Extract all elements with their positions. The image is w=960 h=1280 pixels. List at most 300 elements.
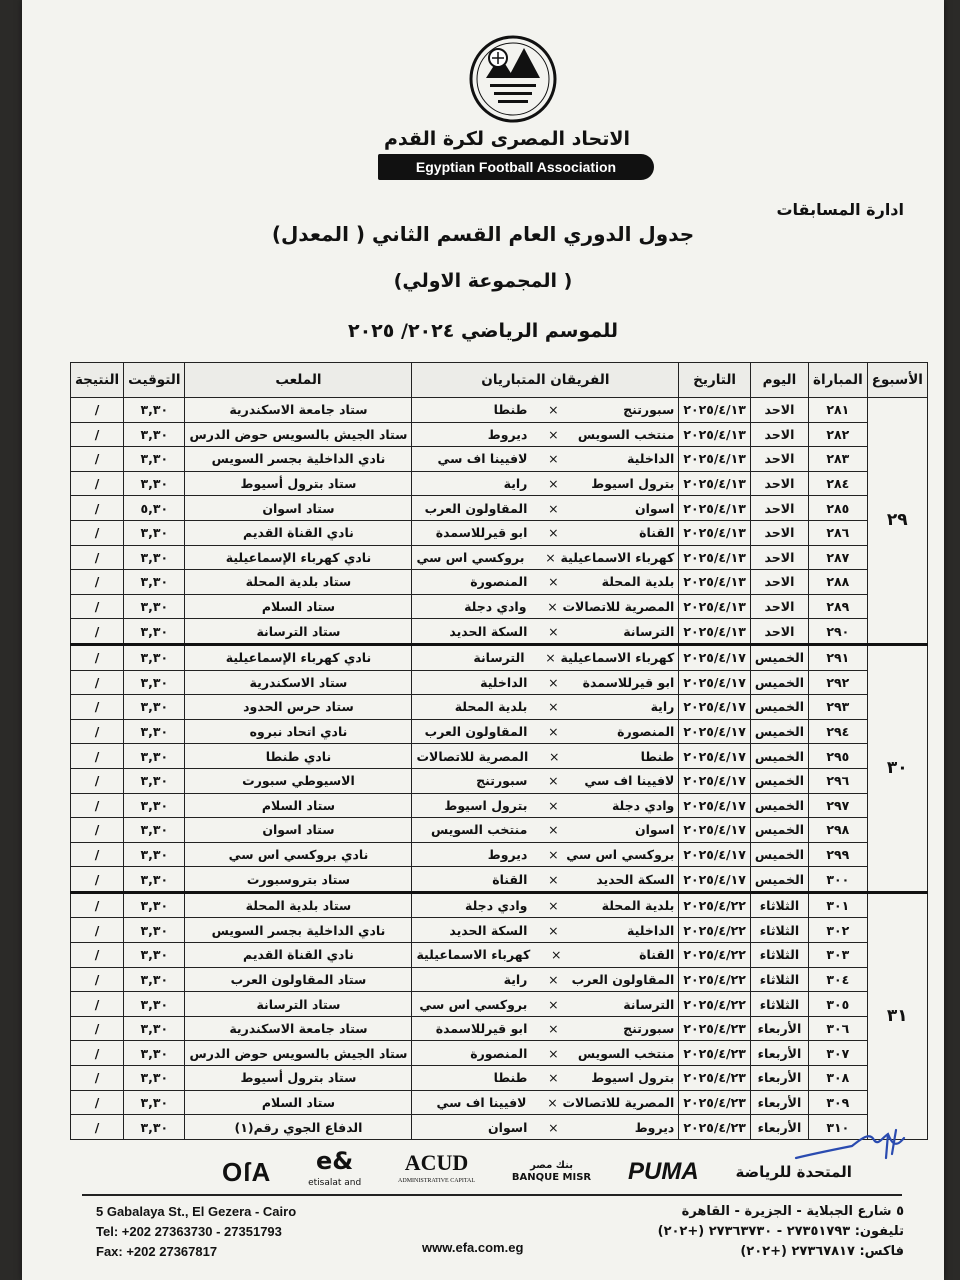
footer-fax-en: Fax: +202 27367817 xyxy=(96,1244,218,1259)
etisalat-mark: e& xyxy=(316,1147,354,1175)
table-row xyxy=(71,744,928,769)
match-result: / xyxy=(71,471,124,496)
table-row xyxy=(71,594,928,619)
header-day: اليوم xyxy=(750,363,808,398)
table-row xyxy=(71,793,928,818)
match-teams xyxy=(412,719,679,744)
match-date: ٢٠٢٥/٤/٢٢ xyxy=(679,918,751,943)
match-teams xyxy=(412,496,679,521)
match-venue: ستاد السلام xyxy=(185,594,412,619)
match-teams xyxy=(412,943,679,968)
table-row xyxy=(71,570,928,595)
match-date: ٢٠٢٥/٤/١٣ xyxy=(679,447,751,472)
match-teams xyxy=(412,670,679,695)
versus-sign: × xyxy=(551,947,562,963)
match-date: ٢٠٢٥/٤/١٧ xyxy=(679,842,751,867)
match-number: ٣٠٢ xyxy=(809,918,868,943)
away-team: سبورتنج xyxy=(476,773,528,789)
table-row xyxy=(71,695,928,720)
match-venue: ستاد الجيش بالسويس حوض الدرس xyxy=(185,1041,412,1066)
match-teams xyxy=(412,570,679,595)
match-result: / xyxy=(71,943,124,968)
match-day: الاحد xyxy=(750,447,808,472)
versus-sign: × xyxy=(548,898,559,914)
document-page xyxy=(22,0,944,1280)
away-team: القناة xyxy=(492,871,528,887)
match-time: ٣,٣٠ xyxy=(124,695,185,720)
match-day: الخميس xyxy=(750,793,808,818)
home-team: وادي دجلة xyxy=(611,797,675,813)
table-row xyxy=(71,644,928,670)
match-venue: ستاد بلدية المحلة xyxy=(185,570,412,595)
away-team: راية xyxy=(503,971,528,987)
match-venue: ستاد جامعة الاسكندرية xyxy=(185,1016,412,1041)
match-venue: الدفاع الجوي رقم(١) xyxy=(185,1115,412,1140)
away-team: وادي دجلة xyxy=(465,898,528,914)
home-team: بترول اسيوط xyxy=(591,476,675,492)
away-team: الترسانة xyxy=(473,650,525,666)
match-number: ٢٨١ xyxy=(809,398,868,423)
home-team: ديروط xyxy=(634,1119,675,1135)
home-team: سبورتنج xyxy=(623,1021,675,1037)
match-result: / xyxy=(71,422,124,447)
match-result: / xyxy=(71,447,124,472)
match-result: / xyxy=(71,967,124,992)
etisalat-text: etisalat and xyxy=(308,1178,362,1188)
match-result: / xyxy=(71,744,124,769)
match-date: ٢٠٢٥/٤/١٣ xyxy=(679,398,751,423)
match-date: ٢٠٢٥/٤/١٣ xyxy=(679,570,751,595)
federation-name-en: Egyptian Football Association xyxy=(378,154,654,180)
match-day: الاحد xyxy=(750,398,808,423)
home-team: اسوان xyxy=(634,500,675,516)
table-row xyxy=(71,1066,928,1091)
footer-fax-ar: فاكس: ٢٧٣٦٧٨١٧ (+٢٠٢) xyxy=(740,1244,904,1259)
away-team: السكة الحديد xyxy=(449,922,528,938)
away-team: ابو قيرللاسمدة xyxy=(435,1021,528,1037)
match-time: ٣,٣٠ xyxy=(124,719,185,744)
match-number: ٢٨٨ xyxy=(809,570,868,595)
match-date: ٢٠٢٥/٤/١٣ xyxy=(679,520,751,545)
versus-sign: × xyxy=(548,871,559,887)
match-day: الخميس xyxy=(750,695,808,720)
match-result: / xyxy=(71,520,124,545)
match-number: ٢٩٠ xyxy=(809,619,868,645)
match-time: ٣,٣٠ xyxy=(124,594,185,619)
match-teams xyxy=(412,818,679,843)
match-result: / xyxy=(71,594,124,619)
match-number: ٢٨٦ xyxy=(809,520,868,545)
versus-sign: × xyxy=(548,699,559,715)
footer-tel-ar: تليفون: ٢٧٣٥١٧٩٣ - ٢٧٣٦٣٧٣٠ (+٢٠٢) xyxy=(657,1224,904,1239)
match-result: / xyxy=(71,992,124,1017)
match-date: ٢٠٢٥/٤/١٧ xyxy=(679,695,751,720)
match-day: الأربعاء xyxy=(750,1066,808,1091)
match-date: ٢٠٢٥/٤/٢٣ xyxy=(679,1016,751,1041)
match-venue: ستاد اسوان xyxy=(185,818,412,843)
footer-contact-en xyxy=(96,1202,296,1262)
schedule-body xyxy=(71,398,928,1140)
table-row xyxy=(71,892,928,918)
match-teams xyxy=(412,398,679,423)
match-date: ٢٠٢٥/٤/٢٣ xyxy=(679,1041,751,1066)
versus-sign: × xyxy=(548,500,559,516)
header-teams: الفريقان المتباريان xyxy=(412,363,679,398)
match-number: ٢٩٢ xyxy=(809,670,868,695)
away-team: المنصورة xyxy=(470,1045,528,1061)
match-day: الاحد xyxy=(750,619,808,645)
away-team: راية xyxy=(503,476,528,492)
match-time: ٣,٣٠ xyxy=(124,842,185,867)
match-time: ٣,٣٠ xyxy=(124,992,185,1017)
versus-sign: × xyxy=(548,822,559,838)
match-number: ٣٠٠ xyxy=(809,867,868,893)
footer-address-en: 5 Gabalaya St., El Gezera - Cairo xyxy=(96,1204,297,1219)
home-team: المصرية للاتصالات xyxy=(562,599,675,615)
sponsor-strip xyxy=(222,1147,852,1194)
match-date: ٢٠٢٥/٤/١٧ xyxy=(679,793,751,818)
table-row xyxy=(71,1041,928,1066)
match-teams xyxy=(412,471,679,496)
versus-sign: × xyxy=(548,724,559,740)
match-venue: نادي كهرباء الإسماعيلية xyxy=(185,644,412,670)
match-time: ٣,٣٠ xyxy=(124,1115,185,1140)
match-date: ٢٠٢٥/٤/١٧ xyxy=(679,818,751,843)
match-number: ٢٩٣ xyxy=(809,695,868,720)
match-teams xyxy=(412,992,679,1017)
match-number: ٢٩٧ xyxy=(809,793,868,818)
match-day: الاحد xyxy=(750,520,808,545)
match-date: ٢٠٢٥/٤/٢٣ xyxy=(679,1066,751,1091)
match-day: الخميس xyxy=(750,768,808,793)
table-row xyxy=(71,719,928,744)
match-time: ٣,٣٠ xyxy=(124,619,185,645)
match-number: ٣١٠ xyxy=(809,1115,868,1140)
match-date: ٢٠٢٥/٤/٢٢ xyxy=(679,943,751,968)
match-result: / xyxy=(71,619,124,645)
match-teams xyxy=(412,842,679,867)
match-venue: نادي الداخلية بجسر السويس xyxy=(185,447,412,472)
away-team: بروكسي اس سي xyxy=(416,549,525,565)
match-teams xyxy=(412,892,679,918)
match-time: ٣,٣٠ xyxy=(124,471,185,496)
footer-contact-ar xyxy=(658,1202,904,1262)
home-team: لافيينا اف سي xyxy=(584,773,675,789)
match-venue: نادي القناة القديم xyxy=(185,943,412,968)
federation-name-ar: الاتحاد المصرى لكرة القدم xyxy=(384,128,630,150)
versus-sign: × xyxy=(548,797,559,813)
match-day: الأربعاء xyxy=(750,1090,808,1115)
match-result: / xyxy=(71,1041,124,1066)
match-number: ٢٩٨ xyxy=(809,818,868,843)
match-venue: ستاد الجيش بالسويس حوض الدرس xyxy=(185,422,412,447)
match-teams xyxy=(412,918,679,943)
match-time: ٣,٣٠ xyxy=(124,892,185,918)
table-row xyxy=(71,398,928,423)
away-team: وادي دجلة xyxy=(464,599,527,615)
away-team: طنطا xyxy=(493,1070,528,1086)
match-number: ٢٩١ xyxy=(809,644,868,670)
home-team: القناة xyxy=(639,525,675,541)
away-team: المنصورة xyxy=(470,574,528,590)
header-time: التوقيت xyxy=(124,363,185,398)
versus-sign: × xyxy=(548,574,559,590)
match-time: ٣,٣٠ xyxy=(124,1090,185,1115)
puma-logo: PUMA xyxy=(627,1158,699,1185)
match-result: / xyxy=(71,1066,124,1091)
away-team: ابو قيرللاسمدة xyxy=(435,525,528,541)
match-venue: ستاد بتروسبورت xyxy=(185,867,412,893)
table-row xyxy=(71,422,928,447)
match-result: / xyxy=(71,768,124,793)
match-number: ٢٨٣ xyxy=(809,447,868,472)
home-team: الداخلية xyxy=(627,451,675,467)
match-teams xyxy=(412,695,679,720)
home-team: الترسانة xyxy=(623,996,675,1012)
match-day: الثلاثاء xyxy=(750,967,808,992)
away-team: الداخلية xyxy=(480,674,528,690)
match-result: / xyxy=(71,570,124,595)
match-venue: ستاد بترول أسيوط xyxy=(185,471,412,496)
match-teams xyxy=(412,447,679,472)
match-date: ٢٠٢٥/٤/١٧ xyxy=(679,719,751,744)
group-title: ( المجموعة الاولي) xyxy=(393,270,573,292)
match-number: ٢٨٥ xyxy=(809,496,868,521)
acud-mark: ACUD xyxy=(404,1150,469,1175)
match-time: ٣,٣٠ xyxy=(124,670,185,695)
versus-sign: × xyxy=(548,846,559,862)
match-time: ٣,٣٠ xyxy=(124,793,185,818)
match-teams xyxy=(412,1016,679,1041)
away-team: لافيينا اف سي xyxy=(436,1094,527,1110)
match-result: / xyxy=(71,644,124,670)
banque-misr-logo xyxy=(512,1160,591,1184)
week-number: ٣٠ xyxy=(867,644,927,892)
match-result: / xyxy=(71,842,124,867)
match-venue: ستاد السلام xyxy=(185,793,412,818)
away-team: السكة الحديد xyxy=(449,623,528,639)
match-number: ٢٨٩ xyxy=(809,594,868,619)
versus-sign: × xyxy=(548,773,559,789)
match-date: ٢٠٢٥/٤/١٧ xyxy=(679,644,751,670)
match-teams xyxy=(412,520,679,545)
match-number: ٣٠٨ xyxy=(809,1066,868,1091)
away-team: ديروط xyxy=(487,426,528,442)
versus-sign: × xyxy=(548,402,559,418)
versus-sign: × xyxy=(545,549,556,565)
match-number: ٢٩٩ xyxy=(809,842,868,867)
match-time: ٣,٣٠ xyxy=(124,644,185,670)
season-title: للموسم الرياضي ٢٠٢٤/ ٢٠٢٥ xyxy=(347,320,618,342)
match-result: / xyxy=(71,818,124,843)
table-row xyxy=(71,471,928,496)
match-day: الخميس xyxy=(750,867,808,893)
home-team: المصرية للاتصالات xyxy=(562,1094,675,1110)
match-result: / xyxy=(71,545,124,570)
match-venue: ستاد الاسكندرية xyxy=(185,670,412,695)
match-time: ٣,٣٠ xyxy=(124,520,185,545)
match-day: الاحد xyxy=(750,570,808,595)
match-result: / xyxy=(71,892,124,918)
match-date: ٢٠٢٥/٤/١٧ xyxy=(679,670,751,695)
match-day: الخميس xyxy=(750,744,808,769)
match-day: الثلاثاء xyxy=(750,992,808,1017)
versus-sign: × xyxy=(548,1119,559,1135)
match-date: ٢٠٢٥/٤/١٣ xyxy=(679,619,751,645)
home-team: كهرباء الاسماعيلية xyxy=(560,650,675,666)
away-team: لافيينا اف سي xyxy=(437,451,528,467)
header-week: الأسبوع xyxy=(867,363,927,398)
header-venue: الملعب xyxy=(185,363,412,398)
home-team: منتخب السويس xyxy=(577,426,675,442)
home-team: القناة xyxy=(639,947,675,963)
match-number: ٢٨٢ xyxy=(809,422,868,447)
acud-logo xyxy=(398,1150,476,1190)
match-date: ٢٠٢٥/٤/١٣ xyxy=(679,545,751,570)
home-team: المنصورة xyxy=(617,724,675,740)
etisalat-logo xyxy=(308,1147,362,1194)
match-venue: نادي بروكسي اس سي xyxy=(185,842,412,867)
home-team: الترسانة xyxy=(623,623,675,639)
sports-channel-logo: المتحدة للرياضة xyxy=(735,1163,852,1181)
versus-sign: × xyxy=(547,599,558,615)
match-day: الثلاثاء xyxy=(750,918,808,943)
acud-text: ADMINISTRATIVE CAPITAL xyxy=(398,1178,476,1184)
match-teams xyxy=(412,744,679,769)
match-venue: ستاد بلدية المحلة xyxy=(185,892,412,918)
match-teams xyxy=(412,793,679,818)
match-day: الثلاثاء xyxy=(750,892,808,918)
match-result: / xyxy=(71,867,124,893)
match-date: ٢٠٢٥/٤/٢٢ xyxy=(679,892,751,918)
match-time: ٣,٣٠ xyxy=(124,570,185,595)
versus-sign: × xyxy=(548,451,559,467)
match-teams xyxy=(412,422,679,447)
match-teams xyxy=(412,1090,679,1115)
match-time: ٣,٣٠ xyxy=(124,818,185,843)
match-day: الأربعاء xyxy=(750,1041,808,1066)
versus-sign: × xyxy=(548,476,559,492)
banque-misr-en: BANQUE MISR xyxy=(511,1172,592,1183)
header-match: المباراة xyxy=(809,363,868,398)
footer-address-ar: ٥ شارع الجبلاية - الجزيرة - القاهرة xyxy=(681,1204,904,1219)
match-time: ٣,٣٠ xyxy=(124,545,185,570)
table-row xyxy=(71,1090,928,1115)
header-result: النتيجة xyxy=(71,363,124,398)
match-day: الخميس xyxy=(750,670,808,695)
home-team: كهرباء الاسماعيلية xyxy=(560,549,675,565)
match-teams xyxy=(412,1115,679,1140)
match-result: / xyxy=(71,398,124,423)
match-time: ٣,٣٠ xyxy=(124,867,185,893)
match-teams xyxy=(412,594,679,619)
match-number: ٣٠٥ xyxy=(809,992,868,1017)
match-number: ٣٠٤ xyxy=(809,967,868,992)
table-row xyxy=(71,818,928,843)
orange-logo: OſA xyxy=(222,1156,272,1187)
versus-sign: × xyxy=(548,426,559,442)
away-team: المقاولون العرب xyxy=(424,724,528,740)
match-result: / xyxy=(71,695,124,720)
match-number: ٢٨٧ xyxy=(809,545,868,570)
away-team: كهرباء الاسماعيلية xyxy=(416,947,531,963)
match-teams xyxy=(412,545,679,570)
away-team: اسوان xyxy=(488,1119,528,1135)
match-date: ٢٠٢٥/٤/٢٣ xyxy=(679,1115,751,1140)
match-time: ٣,٣٠ xyxy=(124,1066,185,1091)
versus-sign: × xyxy=(548,525,559,541)
table-row xyxy=(71,1016,928,1041)
match-venue: ستاد الترسانة xyxy=(185,619,412,645)
header-date: التاريخ xyxy=(679,363,751,398)
match-number: ٢٩٥ xyxy=(809,744,868,769)
versus-sign: × xyxy=(549,748,560,764)
match-date: ٢٠٢٥/٤/٢٢ xyxy=(679,992,751,1017)
match-number: ٢٩٤ xyxy=(809,719,868,744)
away-team: منتخب السويس xyxy=(430,822,528,838)
week-number: ٣١ xyxy=(867,892,927,1139)
home-team: منتخب السويس xyxy=(577,1045,675,1061)
match-venue: نادي طنطا xyxy=(185,744,412,769)
match-venue: ستاد بترول أسيوط xyxy=(185,1066,412,1091)
footer-divider xyxy=(82,1194,902,1196)
match-day: الخميس xyxy=(750,644,808,670)
away-team: المصرية للاتصالات xyxy=(416,748,529,764)
match-date: ٢٠٢٥/٤/٢٣ xyxy=(679,1090,751,1115)
match-date: ٢٠٢٥/٤/١٧ xyxy=(679,867,751,893)
efa-logo xyxy=(468,34,558,124)
home-team: بلدية المحلة xyxy=(601,898,675,914)
versus-sign: × xyxy=(547,1094,558,1110)
match-date: ٢٠٢٥/٤/١٣ xyxy=(679,422,751,447)
footer-website[interactable]: www.efa.com.eg xyxy=(422,1240,524,1255)
match-venue: ستاد اسوان xyxy=(185,496,412,521)
match-teams xyxy=(412,768,679,793)
match-day: الخميس xyxy=(750,719,808,744)
match-result: / xyxy=(71,918,124,943)
home-team: اسوان xyxy=(634,822,675,838)
away-team: بلدية المحلة xyxy=(454,699,528,715)
table-row xyxy=(71,918,928,943)
away-team: بروكسي اس سي xyxy=(419,996,528,1012)
match-teams xyxy=(412,1066,679,1091)
versus-sign: × xyxy=(548,623,559,639)
table-row xyxy=(71,992,928,1017)
match-result: / xyxy=(71,1115,124,1140)
match-time: ٣,٣٠ xyxy=(124,744,185,769)
match-day: الاحد xyxy=(750,594,808,619)
match-teams xyxy=(412,1041,679,1066)
table-row xyxy=(71,447,928,472)
match-time: ٣,٣٠ xyxy=(124,422,185,447)
match-teams xyxy=(412,967,679,992)
match-time: ٣,٣٠ xyxy=(124,918,185,943)
match-venue: الاسيوطي سبورت xyxy=(185,768,412,793)
away-team: المقاولون العرب xyxy=(424,500,528,516)
table-row xyxy=(71,670,928,695)
table-row xyxy=(71,943,928,968)
match-number: ٣٠٧ xyxy=(809,1041,868,1066)
match-venue: ستاد السلام xyxy=(185,1090,412,1115)
match-day: الخميس xyxy=(750,818,808,843)
match-time: ٣,٣٠ xyxy=(124,1016,185,1041)
match-time: ٣,٣٠ xyxy=(124,943,185,968)
match-date: ٢٠٢٥/٤/١٣ xyxy=(679,594,751,619)
match-venue: ستاد المقاولون العرب xyxy=(185,967,412,992)
home-team: سبورتنج xyxy=(623,402,675,418)
match-venue: ستاد الترسانة xyxy=(185,992,412,1017)
match-result: / xyxy=(71,719,124,744)
